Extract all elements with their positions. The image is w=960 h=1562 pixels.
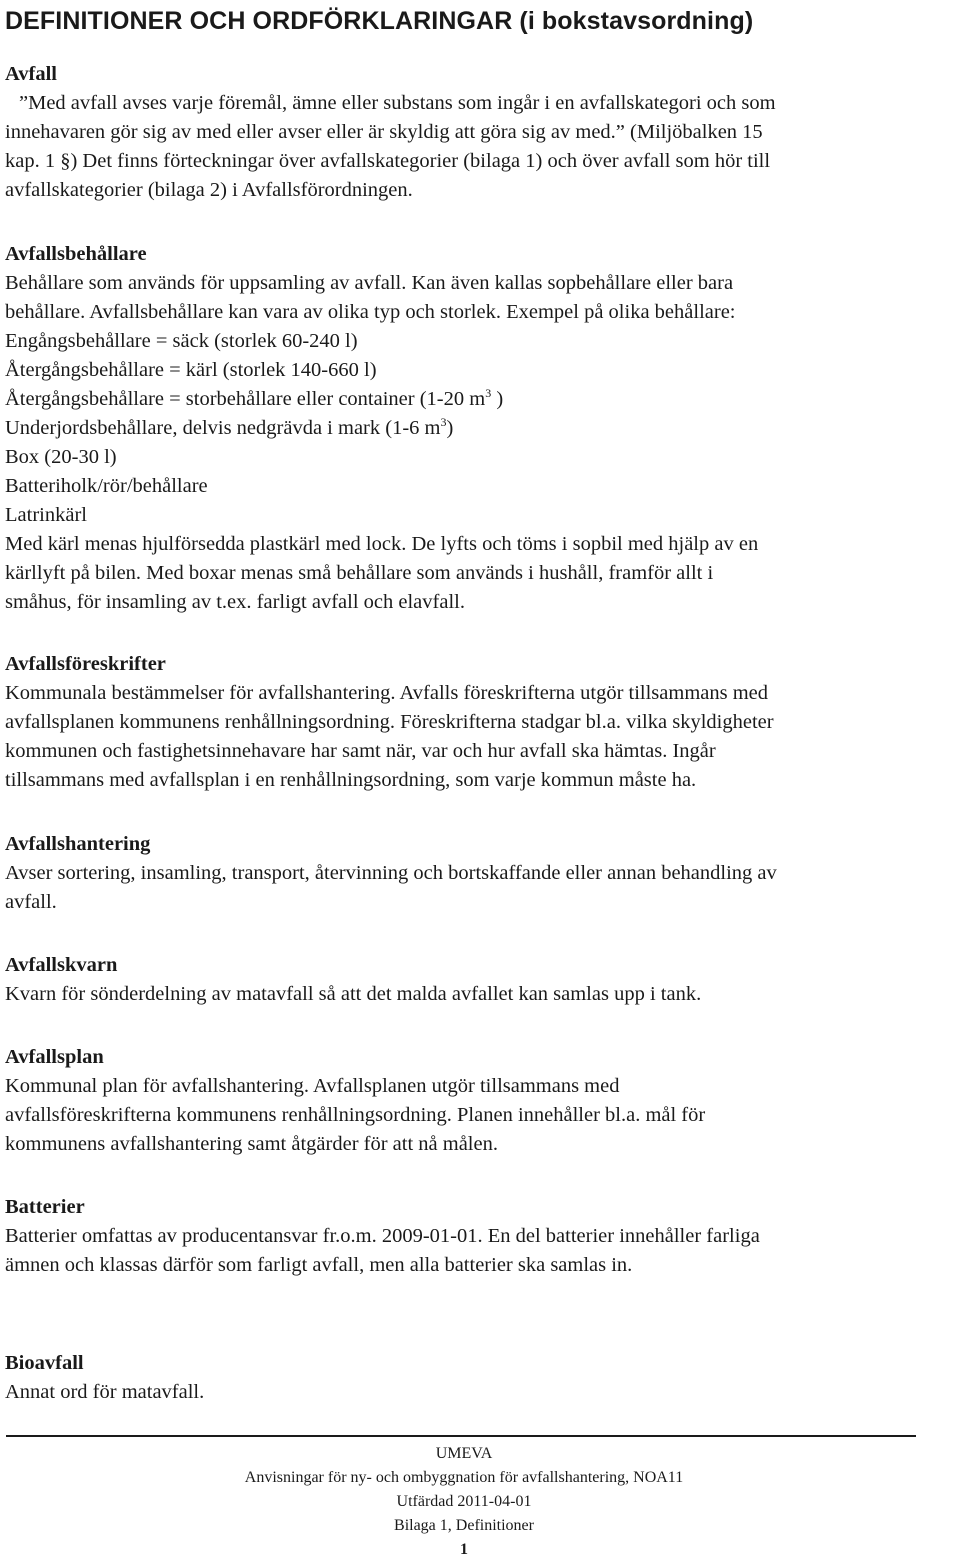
definition-line: Kommunal plan för avfallshantering. Avfallsplanen utgör tillsammans med [5, 1075, 620, 1097]
page-footer [0, 1442, 928, 1562]
definition-line [5, 385, 957, 414]
entry-avfallsplan [5, 1043, 957, 1159]
footer-doc-title: Anvisningar för ny- och ombyggnation för avfallshantering, NOA11 [244, 1469, 684, 1486]
footer-appendix: Bilaga 1, Definitioner [394, 1517, 534, 1534]
closing-paren: ) [496, 388, 504, 410]
definition-line: kommunens avfallshantering samt åtgärder för att nå målen. [5, 1133, 498, 1155]
definition-line: kap. 1 §) Det finns förteckningar över avfallskategorier (bilaga 1) och över avfall som hör till [5, 150, 771, 172]
entry-bioavfall [5, 1349, 957, 1407]
entry-batterier [5, 1193, 957, 1280]
page-title: DEFINITIONER OCH ORDFÖRKLARINGAR (i bokstavsordning) [5, 7, 754, 35]
term-heading: Avfallsbehållare [5, 243, 147, 265]
entry-avfallsforeskrifter [5, 650, 957, 795]
entry-avfallskvarn [5, 951, 957, 1009]
definition-line: kommunen och fastighetsinnehavare har samt när, var och hur avfall ska hämtas. Ingår [5, 740, 716, 762]
definition-line: småhus, för insamling av t.ex. farligt avfall och elavfall. [5, 591, 465, 613]
closing-paren: ) [446, 417, 454, 439]
definition-line: Latrinkärl [5, 504, 87, 526]
definition-line: tillsammans med avfallsplan i en renhållningsordning, som varje kommun måste ha. [5, 769, 697, 791]
definition-line: avfallsföreskrifterna kommunens renhållningsordning. Planen innehåller bl.a. mål för [5, 1104, 706, 1126]
definition-line: avfallskategorier (bilaga 2) i Avfallsförordningen. [5, 179, 413, 201]
entry-avfall [5, 60, 957, 205]
term-heading: Batterier [5, 1196, 85, 1218]
term-heading: Avfallshantering [5, 833, 151, 855]
definition-line: innehavaren gör sig av med eller avser eller är skyldig att göra sig av med.” (Miljöbalken 15 [5, 121, 763, 143]
term-heading: Avfallsplan [5, 1046, 104, 1068]
page-number: 1 [460, 1541, 468, 1558]
definition-line [5, 414, 957, 443]
superscript: 3 [485, 386, 492, 401]
footer-divider [6, 1435, 916, 1437]
footer-issued: Utfärdad 2011-04-01 [396, 1493, 532, 1510]
entry-avfallshantering [5, 830, 957, 917]
entry-avfallsbehallare [5, 240, 957, 617]
definition-line: Kvarn för sönderdelning av matavfall så att det malda avfallet kan samlas upp i tank. [5, 983, 702, 1005]
definition-line: Avser sortering, insamling, transport, återvinning och bortskaffande eller annan behandling av [5, 862, 777, 884]
line-text: Återgångsbehållare = storbehållare eller container (1-20 m [5, 388, 486, 410]
superscript: 3 [440, 415, 447, 430]
term-heading: Bioavfall [5, 1352, 84, 1374]
definition-line: behållare. Avfallsbehållare kan vara av olika typ och storlek. Exempel på olika behållare: [5, 301, 736, 323]
definition-line: Batterier omfattas av producentansvar fr.o.m. 2009-01-01. En del batterier innehåller farliga [5, 1225, 760, 1247]
definition-line: kärllyft på bilen. Med boxar menas små behållare som används i hushåll, framför allt i [5, 562, 714, 584]
line-text: Underjordsbehållare, delvis nedgrävda i mark (1-6 m [5, 417, 441, 439]
definition-line: Annat ord för matavfall. [5, 1381, 205, 1403]
term-heading: Avfall [5, 63, 58, 85]
definition-line: Återgångsbehållare = kärl (storlek 140-660 l) [5, 359, 377, 381]
definition-line: Box (20-30 l) [5, 446, 117, 468]
definition-line: avfallsplanen kommunens renhållningsordning. Föreskrifterna stadgar bl.a. vilka skyldigheter [5, 711, 774, 733]
definition-line: Engångsbehållare = säck (storlek 60-240 l) [5, 330, 358, 352]
term-heading: Avfallsföreskrifter [5, 653, 166, 675]
definition-line: ämnen och klassas därför som farligt avfall, men alla batterier ska samlas in. [5, 1254, 633, 1276]
definition-line: Kommunala bestämmelser för avfallshantering. Avfalls föreskrifterna utgör tillsammans med [5, 682, 769, 704]
definition-line: Batteriholk/rör/behållare [5, 475, 208, 497]
footer-org: UMEVA [435, 1445, 493, 1462]
term-heading: Avfallskvarn [5, 954, 118, 976]
definition-line: Med kärl menas hjulförsedda plastkärl med lock. De lyfts och töms i sopbil med hjälp av en [5, 533, 759, 555]
definition-line: Behållare som används för uppsamling av avfall. Kan även kallas sopbehållare eller bara [5, 272, 734, 294]
definition-line: ”Med avfall avses varje föremål, ämne eller substans som ingår i en avfallskategori och som [19, 92, 776, 114]
definition-line: avfall. [5, 891, 57, 913]
